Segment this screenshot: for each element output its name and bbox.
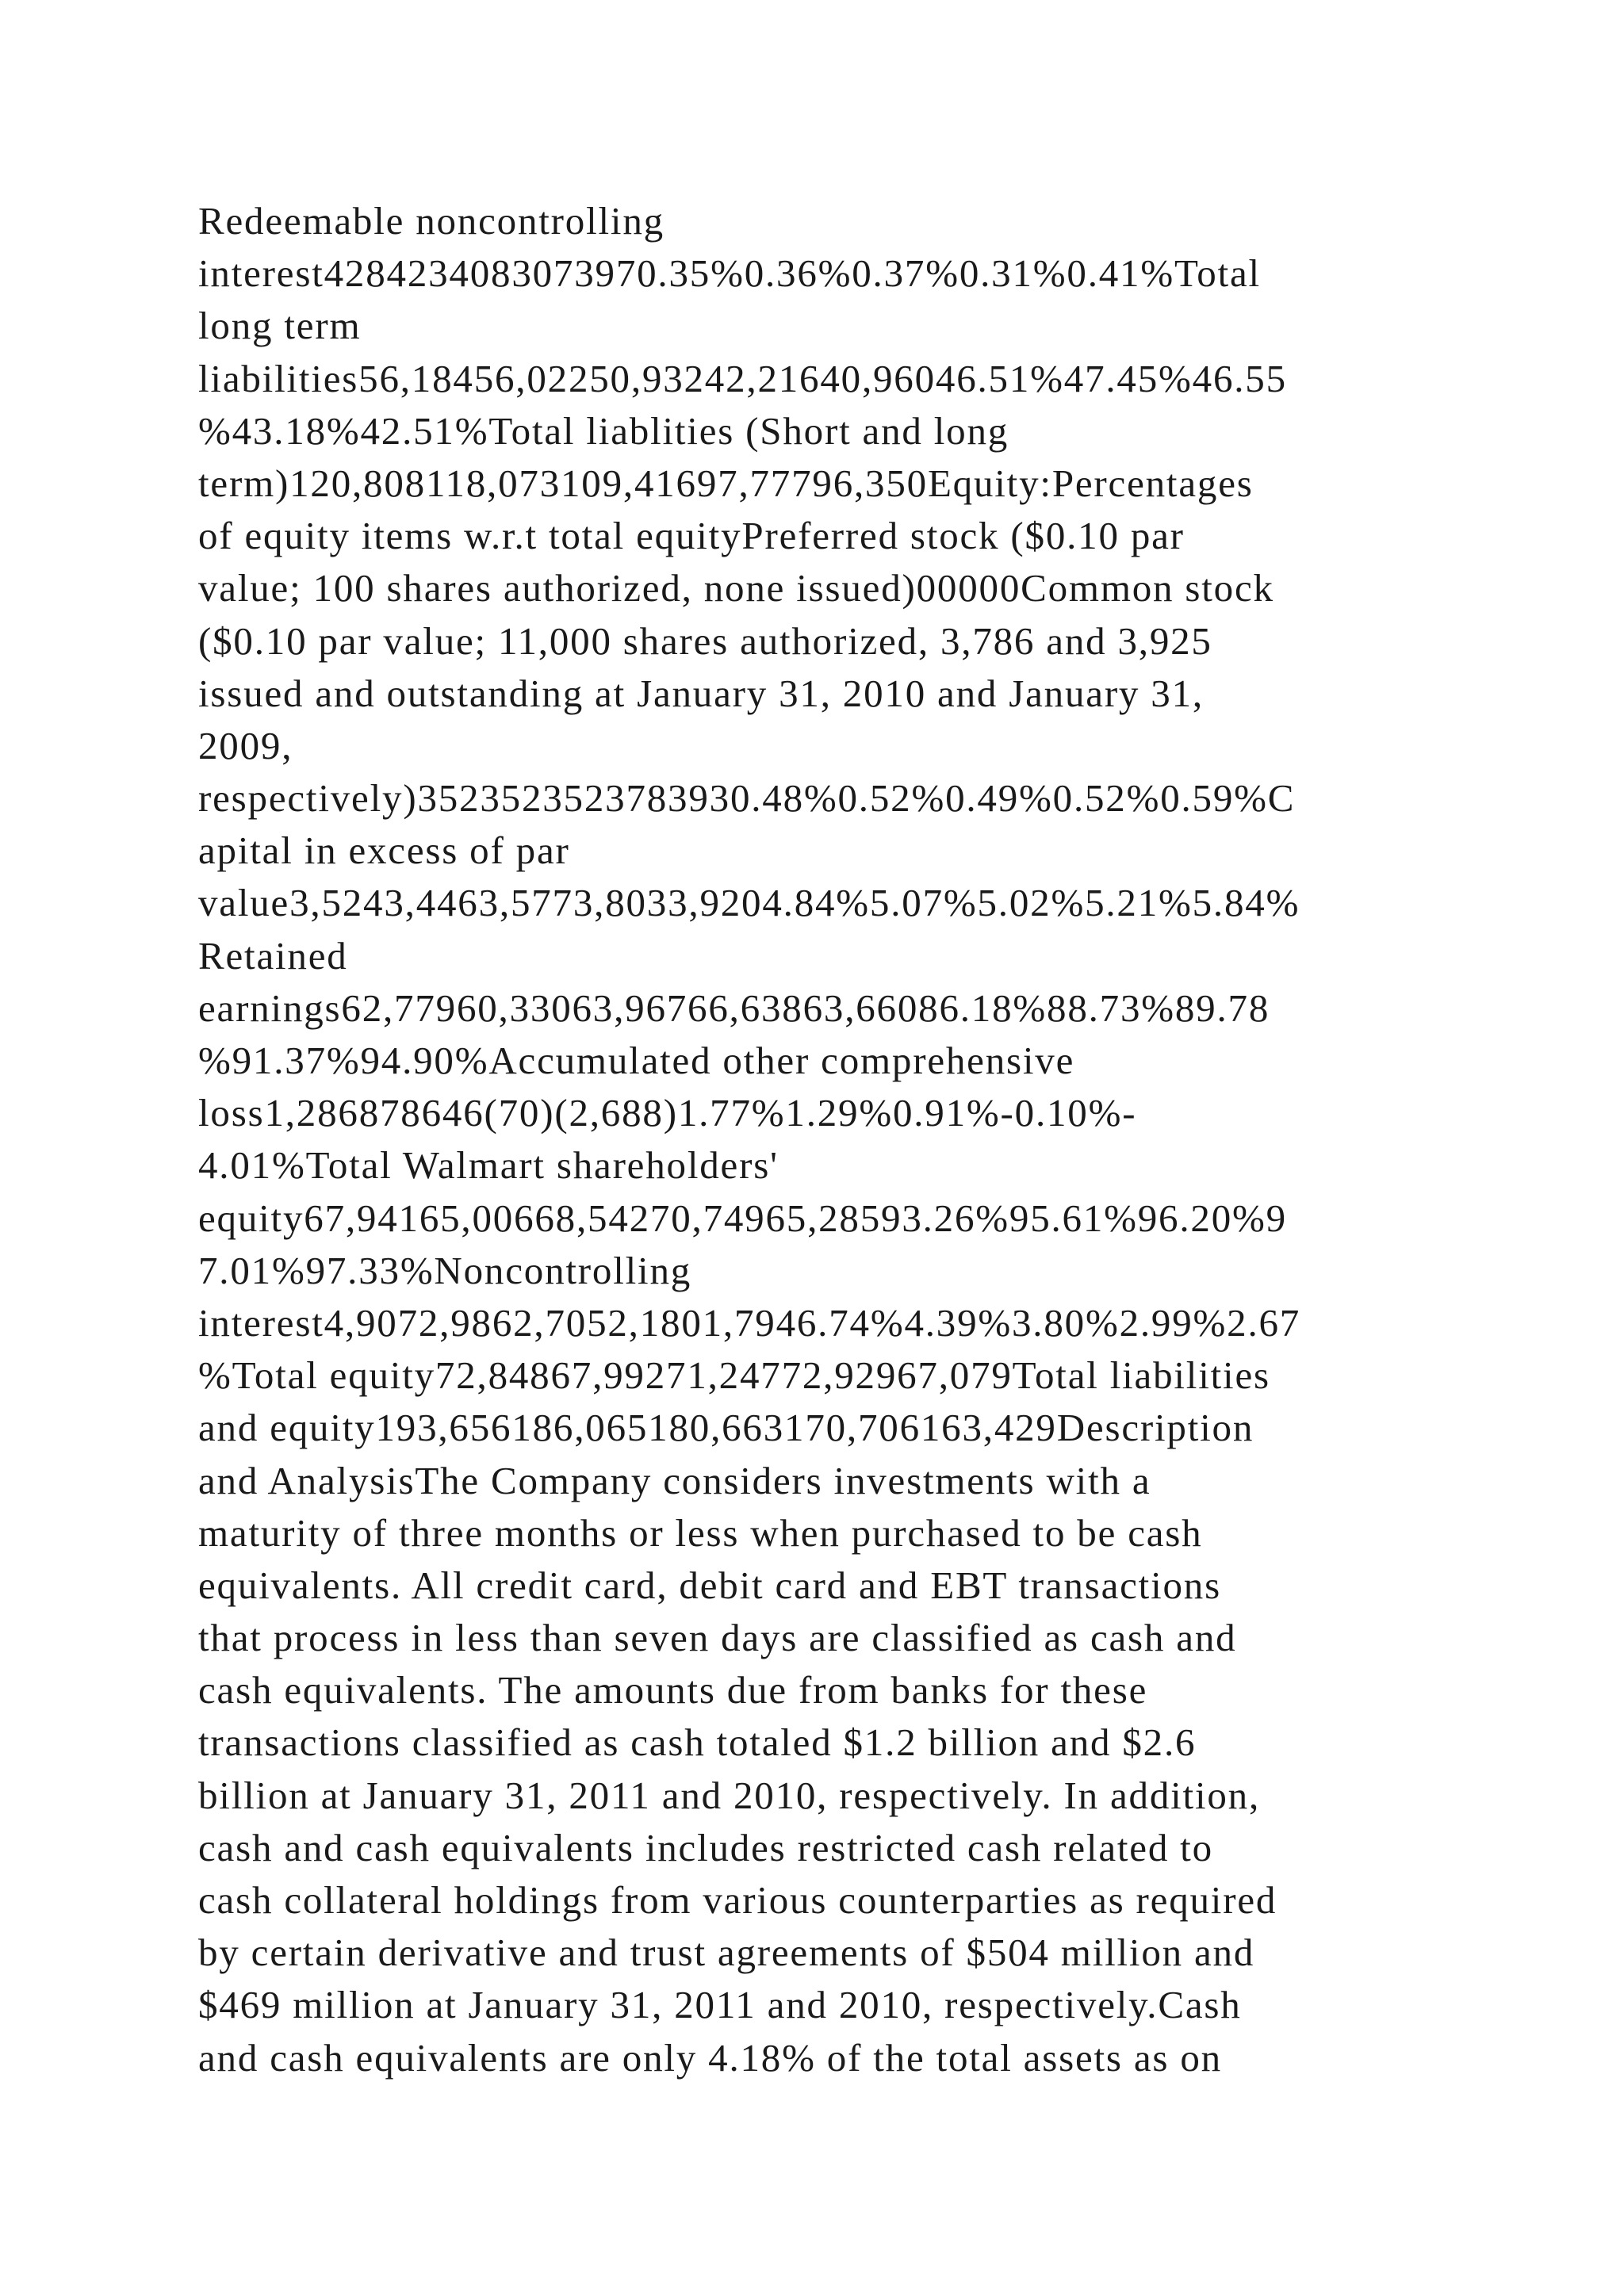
text-line: 2009, bbox=[198, 723, 293, 767]
text-line: that process in less than seven days are classified as cash and bbox=[198, 1616, 1237, 1660]
text-line: cash equivalents. The amounts due from banks for these bbox=[198, 1668, 1148, 1712]
text-line: %43.18%42.51%Total liablities (Short and long bbox=[198, 408, 1009, 453]
text-line: long term bbox=[198, 304, 362, 348]
text-line: respectively)3523523523783930.48%0.52%0.49%0.52%0.59%C bbox=[198, 776, 1296, 821]
text-line: cash collateral holdings from various counterparties as required bbox=[198, 1878, 1277, 1922]
text-line: equivalents. All credit card, debit card and EBT transactions bbox=[198, 1563, 1221, 1607]
text-line: value; 100 shares authorized, none issued)00000Common stock bbox=[198, 566, 1274, 610]
text-line: and cash equivalents are only 4.18% of the total assets as on bbox=[198, 2035, 1222, 2080]
body-text bbox=[198, 195, 1451, 2084]
text-line: loss1,286878646(70)(2,688)1.77%1.29%0.91%-0.10%- bbox=[198, 1091, 1137, 1135]
text-line: liabilities56,18456,02250,93242,21640,96046.51%47.45%46.55 bbox=[198, 356, 1287, 400]
text-line: %Total equity72,84867,99271,24772,92967,079Total liabilities bbox=[198, 1353, 1270, 1398]
text-line: equity67,94165,00668,54270,74965,28593.26%95.61%96.20%9 bbox=[198, 1196, 1287, 1240]
text-line: and AnalysisThe Company considers investments with a bbox=[198, 1458, 1151, 1502]
text-line: cash and cash equivalents includes restricted cash related to bbox=[198, 1825, 1213, 1869]
text-line: ($0.10 par value; 11,000 shares authorized, 3,786 and 3,925 bbox=[198, 618, 1212, 663]
text-line: 4.01%Total Walmart shareholders' bbox=[198, 1143, 779, 1188]
text-line: term)120,808118,073109,41697,77796,350Equity:Percentages bbox=[198, 461, 1254, 505]
text-line: 7.01%97.33%Noncontrolling bbox=[198, 1248, 692, 1292]
text-line: issued and outstanding at January 31, 2010 and January 31, bbox=[198, 671, 1204, 715]
text-line: of equity items w.r.t total equityPreferred stock ($0.10 par bbox=[198, 514, 1185, 558]
text-line: earnings62,77960,33063,96766,63863,66086.18%88.73%89.78 bbox=[198, 985, 1270, 1030]
text-line: $469 million at January 31, 2011 and 2010, respectively.Cash bbox=[198, 1983, 1242, 2027]
text-line: interest4,9072,9862,7052,1801,7946.74%4.39%3.80%2.99%2.67 bbox=[198, 1300, 1301, 1345]
text-line: Redeemable noncontrolling bbox=[198, 199, 665, 243]
text-line: by certain derivative and trust agreements of $504 million and bbox=[198, 1931, 1255, 1975]
text-line: Retained bbox=[198, 933, 348, 978]
text-line: and equity193,656186,065180,663170,706163,429Description bbox=[198, 1406, 1254, 1450]
text-line: value3,5243,4463,5773,8033,9204.84%5.07%5.02%5.21%5.84% bbox=[198, 881, 1300, 925]
text-line: %91.37%94.90%Accumulated other comprehensive bbox=[198, 1039, 1075, 1082]
text-line: billion at January 31, 2011 and 2010, respectively. In addition, bbox=[198, 1773, 1261, 1817]
text-line: transactions classified as cash totaled $1.2 billion and $2.6 bbox=[198, 1720, 1197, 1765]
text-line: apital in excess of par bbox=[198, 828, 570, 873]
text-line: maturity of three months or less when purchased to be cash bbox=[198, 1510, 1203, 1555]
text-line: interest4284234083073970.35%0.36%0.37%0.31%0.41%Total bbox=[198, 251, 1261, 296]
